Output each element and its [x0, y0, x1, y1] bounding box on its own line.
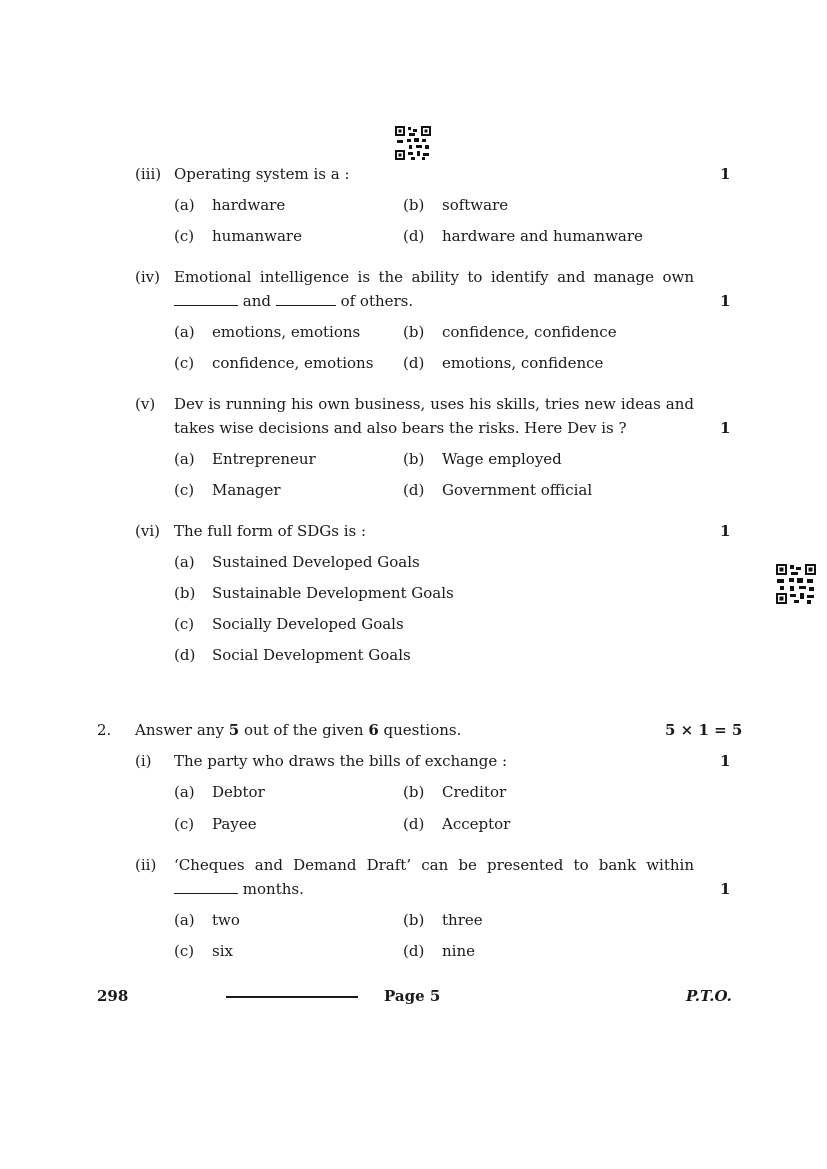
question-number: (v): [135, 395, 156, 413]
option-text: humanware: [212, 227, 302, 245]
top-qr-code-icon: [395, 126, 431, 160]
instruction-total: 6: [368, 721, 379, 739]
option-text: Acceptor: [442, 815, 511, 833]
section-instruction: [135, 721, 461, 739]
question-text: ‘Cheques and Demand Draft’ can be presented to bank within: [174, 856, 694, 874]
marks: 1: [720, 165, 731, 183]
option-text: Social Development Goals: [212, 646, 411, 664]
paper-code: 298: [97, 987, 129, 1005]
instruction-post: questions.: [383, 721, 462, 739]
answer-blank: [174, 881, 238, 894]
option-text: Debtor: [212, 783, 265, 801]
option-label: (a): [174, 783, 195, 801]
option-label: (b): [174, 584, 196, 602]
option-text: Wage employed: [442, 450, 562, 468]
question-text-line2: [174, 880, 304, 898]
option-text: confidence, confidence: [442, 323, 617, 341]
instruction-pre: Answer any: [135, 721, 224, 739]
option-text: nine: [442, 942, 475, 960]
answer-blank: [174, 293, 238, 306]
option-text: three: [442, 911, 483, 929]
option-text: Socially Developed Goals: [212, 615, 404, 633]
option-label: (c): [174, 815, 195, 833]
option-text: Payee: [212, 815, 257, 833]
instruction-mid: out of the given: [243, 721, 364, 739]
question-number: (iv): [135, 268, 160, 286]
question-number: (i): [135, 752, 152, 770]
option-label: (d): [403, 227, 425, 245]
option-text: hardware and humanware: [442, 227, 643, 245]
option-label: (c): [174, 354, 195, 372]
option-label: (b): [403, 783, 425, 801]
question-text: Operating system is a :: [174, 165, 350, 183]
option-label: (a): [174, 196, 195, 214]
marks: 1: [720, 752, 731, 770]
option-text: Entrepreneur: [212, 450, 316, 468]
question-text: Emotional intelligence is the ability to identify and manage own: [174, 268, 694, 286]
page-number: Page 5: [384, 987, 441, 1005]
marks: 1: [720, 522, 731, 540]
instruction-count: 5: [228, 721, 240, 739]
option-text: confidence, emotions: [212, 354, 374, 372]
question-number: 2.: [97, 721, 112, 739]
option-label: (d): [174, 646, 196, 664]
option-label: (a): [174, 553, 195, 571]
option-text: Sustained Developed Goals: [212, 553, 420, 571]
option-label: (d): [403, 815, 425, 833]
footer-divider: [226, 996, 358, 998]
option-text: hardware: [212, 196, 286, 214]
section-marks: 5 × 1 = 5: [665, 721, 743, 739]
option-label: (a): [174, 450, 195, 468]
question-number: (ii): [135, 856, 157, 874]
marks: 1: [720, 419, 731, 437]
answer-blank: [276, 293, 336, 306]
option-label: (c): [174, 942, 195, 960]
option-label: (b): [403, 323, 425, 341]
question-text-end: of others.: [340, 292, 414, 310]
question-text: The party who draws the bills of exchange :: [174, 752, 508, 770]
option-text: emotions, emotions: [212, 323, 361, 341]
option-text: Manager: [212, 481, 281, 499]
option-label: (c): [174, 481, 195, 499]
option-text: emotions, confidence: [442, 354, 604, 372]
option-text: Creditor: [442, 783, 507, 801]
option-label: (b): [403, 911, 425, 929]
marks: 1: [720, 880, 731, 898]
side-qr-code-icon: [776, 564, 816, 604]
question-text-line2: [174, 292, 413, 310]
question-number: (iii): [135, 165, 162, 183]
option-text: six: [212, 942, 233, 960]
option-label: (b): [403, 450, 425, 468]
option-text: Sustainable Development Goals: [212, 584, 454, 602]
question-text-end: months.: [242, 880, 304, 898]
option-label: (b): [403, 196, 425, 214]
option-label: (d): [403, 354, 425, 372]
option-text: Government official: [442, 481, 593, 499]
question-number: (vi): [135, 522, 160, 540]
option-label: (d): [403, 942, 425, 960]
marks: 1: [720, 292, 731, 310]
question-text-mid: and: [242, 292, 271, 310]
option-label: (a): [174, 911, 195, 929]
question-text: The full form of SDGs is :: [174, 522, 367, 540]
option-label: (c): [174, 615, 195, 633]
option-text: two: [212, 911, 240, 929]
option-label: (d): [403, 481, 425, 499]
question-text-line2: takes wise decisions and also bears the risks. Here Dev is ?: [174, 419, 627, 437]
option-label: (c): [174, 227, 195, 245]
option-text: software: [442, 196, 509, 214]
question-text: Dev is running his own business, uses his skills, tries new ideas and: [174, 395, 694, 413]
option-label: (a): [174, 323, 195, 341]
pto-label: P.T.O.: [686, 987, 732, 1005]
